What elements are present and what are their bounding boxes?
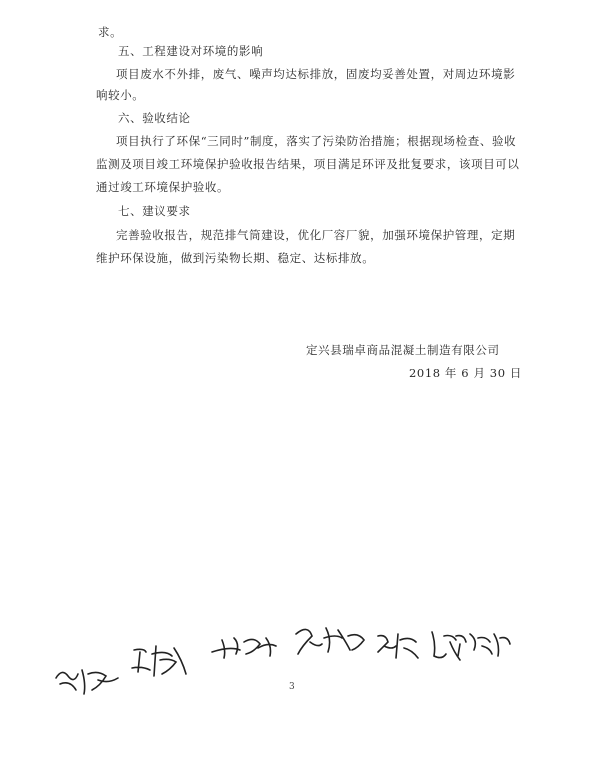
section5-line-1: 项目废水不外排，废气、噪声均达标排放，固废均妥善处置，对周边环境影 <box>116 67 516 81</box>
signature-1 <box>52 660 122 704</box>
continuation-text: 求。 <box>98 25 123 39</box>
signature-4 <box>292 620 372 664</box>
section7-heading: 七、建议要求 <box>118 204 191 218</box>
section5-line-2: 响较小。 <box>96 88 145 102</box>
section6-line-3: 通过竣工环境保护验收。 <box>96 180 230 194</box>
signoff-date: 2018 年 6 月 30 日 <box>409 366 522 380</box>
section7-line-1: 完善验收报告，规范排气筒建设，优化厂容厂貌，加强环境保护管理，定期 <box>116 228 516 242</box>
section7-line-2: 维护环保设施，做到污染物长期、稳定、达标排放。 <box>96 251 375 265</box>
section5-heading: 五、工程建设对环境的影响 <box>118 44 264 58</box>
signature-7 <box>452 626 512 666</box>
signature-2 <box>130 640 190 684</box>
company-name: 定兴县瑞卓商品混凝土制造有限公司 <box>306 343 500 357</box>
section6-heading: 六、验收结论 <box>118 111 191 125</box>
section6-line-1: 项目执行了环保“三同时”制度，落实了污染防治措施；根据现场检查、验收 <box>116 134 517 148</box>
page-number: 3 <box>289 682 295 692</box>
section6-line-2: 监测及项目竣工环境保护验收报告结果，项目满足环评及批复要求，该项目可以 <box>96 157 520 171</box>
signature-5 <box>374 628 424 668</box>
signature-3 <box>210 632 280 666</box>
